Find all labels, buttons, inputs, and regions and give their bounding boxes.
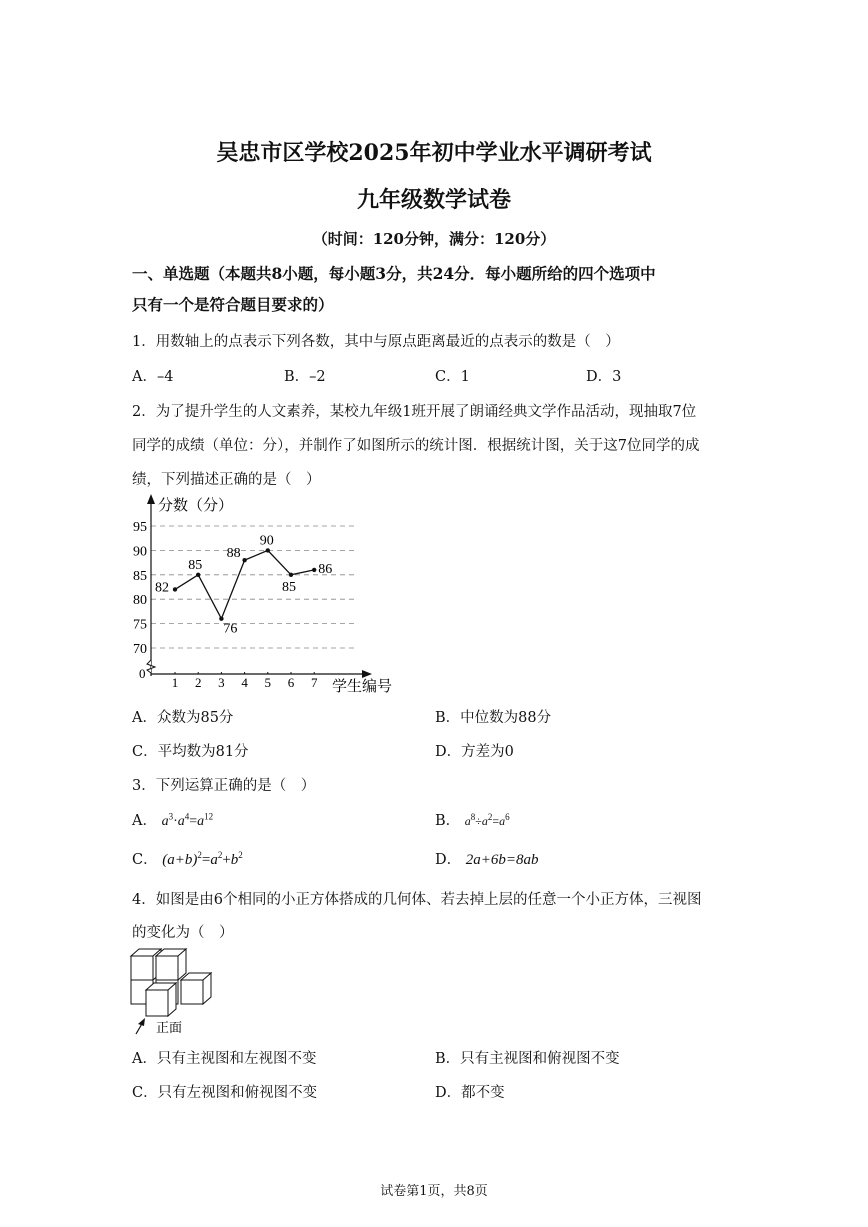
x-tick-label: 3 xyxy=(218,675,225,690)
y-axis-title: 分数（分） xyxy=(158,498,234,514)
x-tick-label: 7 xyxy=(310,675,318,690)
x-tick-label: 5 xyxy=(264,675,272,690)
q3-option-b-expr: $a^8\div a^2=a^6$ xyxy=(464,812,510,828)
data-label-7: 86 xyxy=(318,561,333,577)
front-arrow-head xyxy=(138,1018,145,1026)
x-tick-label: 2 xyxy=(194,675,202,690)
q3-option-a-expr: $a^3\cdot a^4=a^{12}$ xyxy=(161,811,214,829)
q2-stem-line2: 同学的成绩（单位：分），并制作了如图所示的统计图．根据统计图，关于这7位同学的成 xyxy=(132,438,700,454)
q2-option-a: A．众数为85分 xyxy=(132,710,234,726)
exam-time-info: （时间：120分钟，满分：120分） xyxy=(312,230,556,248)
data-label-2: 85 xyxy=(188,557,203,573)
y-tick-label: 85 xyxy=(133,568,147,584)
y-tick-label: 90 xyxy=(133,544,147,560)
cube-figure xyxy=(126,946,226,1038)
data-label-6: 85 xyxy=(282,579,296,595)
y-tick-labels xyxy=(133,520,147,657)
exam-title: 吴忠市区学校2025年初中学业水平调研考试 xyxy=(216,140,652,166)
chart-gridlines xyxy=(151,526,356,648)
q4-stem-line2: 的变化为（ ） xyxy=(132,925,234,941)
origin-label: 0 xyxy=(139,666,146,681)
q3-option-c-label: C． xyxy=(132,852,158,868)
data-point-3 xyxy=(219,617,223,621)
y-axis-arrow xyxy=(147,494,155,504)
q2-option-c: C．平均数为81分 xyxy=(132,744,249,760)
y-tick-label: 70 xyxy=(133,642,147,657)
q4-stem-line1: 4．如图是由6个相同的小正方体搭成的几何体、若去掉上层的任意一个小正方体，三视图 xyxy=(132,892,702,908)
y-tick-label: 80 xyxy=(133,593,147,609)
q4-option-a: A．只有主视图和左视图不变 xyxy=(132,1051,317,1067)
q3-stem: 3．下列运算正确的是（ ） xyxy=(132,778,316,794)
cube-front xyxy=(146,983,176,1016)
y-tick-label: 95 xyxy=(133,520,147,535)
q1-stem: 1．用数轴上的点表示下列各数，其中与原点距离最近的点表示的数是（ ） xyxy=(132,334,620,350)
q2-option-b: B．中位数为88分 xyxy=(435,710,552,726)
q4-option-d: D．都不变 xyxy=(435,1085,505,1101)
q4-option-c: C．只有左视图和俯视图不变 xyxy=(132,1085,318,1101)
y-axis-break xyxy=(147,660,155,673)
q4-option-b: B．只有主视图和俯视图不变 xyxy=(435,1051,620,1067)
q2-option-d: D．方差为0 xyxy=(435,744,514,760)
x-tick-label: 4 xyxy=(241,675,248,690)
data-point-1 xyxy=(173,587,177,591)
q1-option-b: B．–2 xyxy=(284,369,326,385)
score-line-chart xyxy=(120,488,420,698)
q1-option-a: A．–4 xyxy=(132,369,174,385)
data-label-5: 90 xyxy=(259,533,274,549)
q2-stem-line3: 绩，下列描述正确的是（ ） xyxy=(132,472,321,488)
q1-option-d: D．3 xyxy=(586,369,622,385)
q3-option-b-label: B． xyxy=(435,813,461,829)
section-heading-line2: 只有一个是符合题目要求的） xyxy=(132,295,334,314)
data-label-4: 88 xyxy=(226,546,241,562)
q3-option-d-expr: 2a+6b=8ab xyxy=(465,852,539,868)
page-footer: 试卷第1页，共8页 xyxy=(380,1184,488,1199)
q3-option-c xyxy=(132,848,243,869)
q2-stem-line1: 2．为了提升学生的人文素养，某校九年级1班开展了朗诵经典文学作品活动，现抽取7位 xyxy=(132,404,697,420)
q3-option-b xyxy=(435,809,510,830)
q3-option-d xyxy=(435,848,539,869)
data-point-5 xyxy=(266,548,270,552)
data-point-7 xyxy=(312,568,316,572)
x-axis-arrow xyxy=(362,670,372,678)
data-point-2 xyxy=(196,573,200,577)
q3-option-a xyxy=(132,809,213,830)
exam-subtitle: 九年级数学试卷 xyxy=(356,187,511,213)
data-point-4 xyxy=(242,558,246,562)
data-label-3: 76 xyxy=(223,621,238,637)
data-point-6 xyxy=(289,573,293,577)
q1-option-c: C．1 xyxy=(435,369,470,385)
q3-option-c-expr: $(a+b)^2=a^2+b^2$ xyxy=(162,850,243,868)
x-tick-labels xyxy=(172,672,318,690)
x-tick-label: 1 xyxy=(171,675,179,690)
section-heading-line1: 一、单选题（本题共8小题，每小题3分，共24分．每小题所给的四个选项中 xyxy=(132,264,656,283)
cube-right xyxy=(181,973,211,1004)
x-tick-label: 6 xyxy=(287,675,295,690)
data-label-1: 82 xyxy=(155,580,169,596)
cube-top-right xyxy=(156,949,186,980)
front-view-label: 正面 xyxy=(156,1020,183,1035)
q3-option-a-label: A． xyxy=(132,813,157,829)
q3-option-d-label: D． xyxy=(435,852,462,868)
x-axis-title: 学生编号 xyxy=(332,679,393,695)
y-tick-label: 75 xyxy=(133,617,147,633)
